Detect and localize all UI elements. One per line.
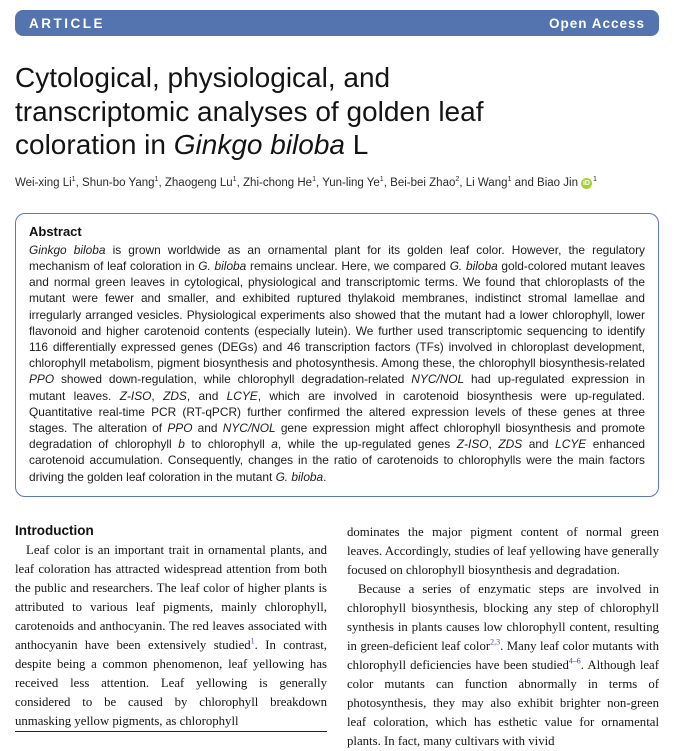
text-segment: and	[511, 176, 538, 189]
text-segment: b	[178, 437, 185, 452]
text-segment: Li Wang	[465, 176, 508, 189]
text-segment: LCYE	[555, 437, 587, 452]
text-segment: dominates the major pigment content of normal green leaves. Accordingly, studies of leaf yellowing have generally focused on chlorophyll biosynthesis and degradation.	[347, 524, 659, 577]
introduction-paragraph	[15, 541, 327, 731]
body-paragraph-continuation	[347, 523, 659, 580]
text-segment: remains unclear. Here, we compared	[246, 258, 450, 273]
text-segment: ,	[459, 176, 466, 189]
text-segment: ,	[158, 176, 165, 189]
right-column	[347, 523, 659, 751]
affiliation-superscript: 1	[154, 174, 159, 183]
reference-link[interactable]: 2,3	[490, 637, 501, 647]
text-segment: a	[271, 437, 278, 452]
text-segment: had up-regulated expression in mutant leaves.	[29, 372, 645, 403]
text-segment: .	[323, 469, 327, 484]
article-label: ARTICLE	[29, 15, 105, 31]
text-segment: Leaf color is an important trait in ornamental plants, and leaf coloration has attracted widespread attention from both the public and researchers. The leaf color of higher plants is attributed to various leaf pigments, mainly chlorophyll, carotenoids and anthocyanin. The red leaves associated with anthocyanin have been extensively studied	[15, 542, 327, 652]
text-segment: . Although leaf color mutants can function abnormally in terms of photosynthesis, they may also exhibit brighter non-green leaf coloration, which has esthetic value for ornamental plants. In fact, many cultivars with vivid	[347, 657, 659, 748]
text-segment: G. biloba	[198, 258, 247, 273]
text-segment: PPO	[167, 420, 193, 435]
reference-link[interactable]: 4–6	[568, 656, 581, 666]
text-segment: , while the up-regulated genes	[277, 437, 457, 452]
text-segment: and	[192, 420, 223, 435]
orcid-icon[interactable]: iD	[582, 179, 590, 187]
text-segment: Biao Jin	[537, 176, 578, 189]
affiliation-superscript: 2	[455, 174, 460, 183]
text-segment: LCYE	[226, 388, 258, 403]
text-segment: , which are involved in carotenoid biosynthesis were up-regulated. Quantitative real-time PCR (RT-qPCR) further confirmed the altered expression levels of these genes at three stages. The alteration of	[29, 388, 645, 435]
text-segment: Ginkgo biloba	[29, 242, 106, 257]
text-segment: ZDS	[163, 388, 187, 403]
text-segment: G. biloba	[275, 469, 324, 484]
text-segment: Cytological, physiological, and transcriptomic analyses of golden leaf coloration in	[15, 62, 484, 161]
text-segment: ,	[488, 437, 499, 452]
body-columns	[15, 523, 659, 751]
text-segment: . In contrast, despite being a common phenomenon, leaf yellowing has received less attention. Leaf yellowing is generally considered to be caused by chlorophyll breakdown unmasking yellow pigments, as chlorophyll	[15, 637, 327, 728]
text-segment: ,	[236, 176, 244, 189]
text-segment: Yun-ling Ye	[322, 176, 380, 189]
text-segment: to chlorophyll	[184, 437, 272, 452]
affiliation-superscript: 1	[232, 174, 237, 183]
left-column	[15, 523, 327, 731]
text-segment: G. biloba	[449, 258, 498, 273]
text-segment: Wei-xing Li	[15, 176, 72, 189]
text-segment: , and	[186, 388, 227, 403]
text-segment: Ginkgo biloba	[173, 129, 345, 161]
article-page	[0, 10, 674, 751]
introduction-heading: Introduction	[15, 522, 94, 538]
text-segment: NYC/NOL	[222, 420, 276, 435]
open-access-label: Open Access	[548, 15, 645, 31]
text-segment: gold-colored mutant leaves and normal green leaves in cytological, physiological and transcriptomic terms. We found that chloroplasts of the mutant were fewer and smaller, and exhibited ruptured thylakoid membranes, indistinct stromal lamellae and irregularly arranged vesicles. Physiological experiments also showed that the mutant had a lower chlorophyll, lower flavonoid and higher carotenoid contents (especially lutein). We further used transcriptomic sequencing to identify 116 differentially expressed genes (DEGs) and 46 transcription factors (TFs) involved in chloroplast development, chlorophyll metabolism, pigment biosynthesis and photosynthesis. Among these, the chlorophyll biosynthesis-related	[29, 258, 646, 371]
text-segment: L	[345, 129, 369, 161]
body-paragraph	[347, 580, 659, 751]
text-segment: . Many leaf color mutants with chlorophyll deficiencies have been studied	[347, 638, 659, 672]
affiliation-superscript: 1	[71, 174, 76, 183]
text-segment: Because a series of enzymatic steps are involved in chlorophyll biosynthesis, blocking any step of chlorophyll synthesis in plants causes low chlorophyll content, resulting in green-deficient leaf color	[347, 581, 659, 653]
text-segment: PPO	[29, 372, 55, 387]
affiliation-superscript: 1	[592, 174, 597, 183]
footnote-separator	[15, 731, 327, 732]
affiliation-superscript: 1	[312, 174, 317, 183]
text-segment: ,	[151, 388, 164, 403]
abstract-box	[15, 213, 659, 497]
text-segment: Zhaogeng Lu	[164, 176, 233, 189]
author-list	[15, 176, 659, 191]
text-segment: ,	[316, 176, 323, 189]
text-segment: and	[522, 437, 556, 452]
text-segment: NYC/NOL	[411, 372, 465, 387]
text-segment: ,	[75, 176, 83, 189]
abstract-text	[29, 242, 645, 485]
text-segment: Shun-bo Yang	[82, 176, 155, 189]
reference-link[interactable]: 1	[250, 636, 255, 646]
text-segment: ZDS	[498, 437, 523, 452]
article-title	[15, 61, 530, 162]
affiliation-superscript: 1	[379, 174, 384, 183]
text-segment: Z-ISO	[119, 388, 152, 403]
text-segment: is grown worldwide as an ornamental plant for its golden leaf color. However, the regulatory mechanism of leaf coloration in	[29, 242, 645, 273]
text-segment: Zhi-chong He	[243, 176, 313, 189]
text-segment: Z-ISO	[456, 437, 489, 452]
text-segment: enhanced carotenoid accumulation. Consequently, changes in the ratio of carotenoids to chlorophylls were the main factors driving the golden leaf coloration in the mutant	[29, 437, 645, 484]
affiliation-superscript: 1	[507, 174, 512, 183]
text-segment: gene expression might affect chlorophyll biosynthesis and promote degradation of chlorophyll	[29, 420, 645, 452]
text-segment: showed down-regulation, while chlorophyll degradation-related	[54, 372, 412, 387]
text-segment: Bei-bei Zhao	[390, 176, 456, 189]
article-type-bar	[15, 10, 659, 36]
text-segment: ,	[383, 176, 391, 189]
abstract-heading: Abstract	[29, 223, 82, 239]
